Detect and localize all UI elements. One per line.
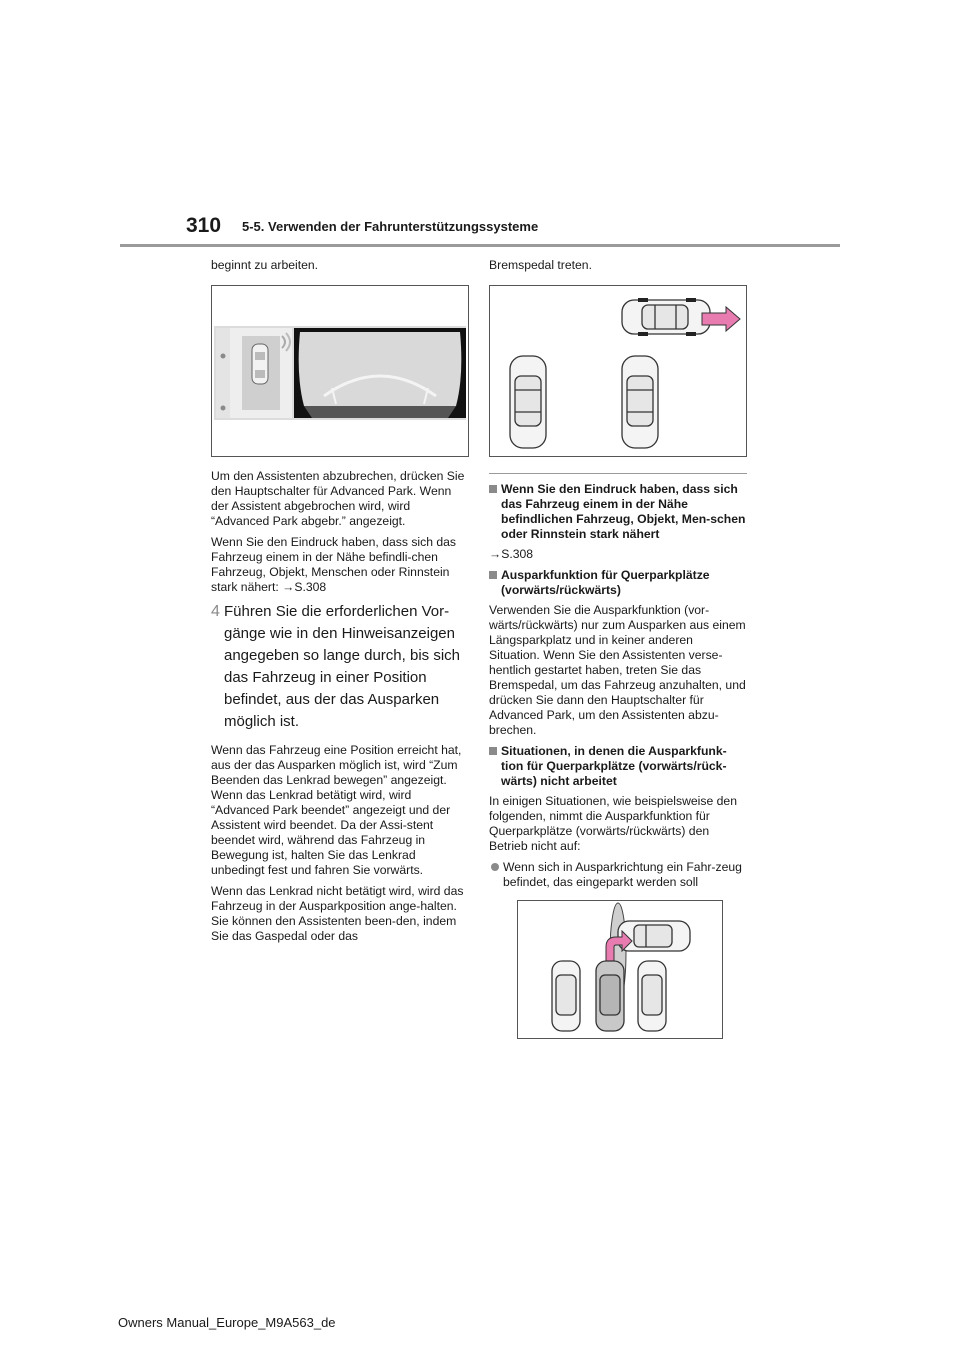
page-number: 310 (186, 214, 222, 237)
heading-exit-function-text: Ausparkfunktion für Querparkplätze (vorwärts/rückwärts) (501, 568, 710, 597)
blocked-exit-illustration (517, 900, 723, 1039)
step-number: 4 (211, 603, 220, 620)
round-bullet-icon (491, 863, 499, 871)
right-intro: Bremspedal treten. (489, 258, 592, 272)
square-bullet-icon (489, 571, 497, 579)
end-position-paragraph: Wenn das Fahrzeug eine Position erreicht hat, aus der das Ausparken möglich ist, wird “Zum Beenden das Lenkrad bewegen” angezeigt. Wenn das Lenkrad betätigt wird, wird “Advanced Park beendet” angezeigt und der Assistent wird beendet. Da der Assi-stent beendet wird, während das Fahrzeug in Bewegung ist, halten Sie das Lenkrad unbedingt fest und fahren Sie vorwärts. (211, 743, 462, 877)
header-rule (120, 244, 840, 247)
square-bullet-icon (489, 747, 497, 755)
heading-not-working-text: Situationen, in denen die Ausparkfunk-tion für Querparkplätze (vorwärts/rück-wärts) nicht arbeitet (501, 744, 727, 788)
footer-document-id: Owners Manual_Europe_M9A563_de (118, 1315, 336, 1330)
heading-not-working (489, 744, 747, 789)
heading-exit-function (489, 568, 747, 598)
square-bullet-icon (489, 485, 497, 493)
left-intro: beginnt zu arbeiten. (211, 258, 319, 272)
stop-paragraph: Wenn das Lenkrad nicht betätigt wird, wird das Fahrzeug in der Ausparkposition ange-halten. Sie können den Assistenten been-den, indem Sie das Gaspedal oder das (211, 884, 464, 943)
section-title: 5-5. Verwenden der Fahrunterstützungssysteme (242, 219, 539, 234)
page-reference: →S.308 (489, 547, 534, 561)
situations-paragraph: In einigen Situationen, wie beispielsweise den folgenden, nimmt die Ausparkfunktion für Querparkplätze (vorwärts/rückwärts) den Betrieb nicht auf: (489, 794, 737, 853)
exit-function-paragraph: Verwenden Sie die Ausparkfunktion (vor-wärts/rückwärts) nur zum Ausparken aus einem Längsparkplatz und in keiner anderen Situation. Wenn Sie den Assistenten verse-hentlich gestartet haben, treten Sie das Bremspedal, um das Fahrzeug anzuhalten, und drücken Sie dann den Hauptschalter für Advanced Park, um den Assistenten abzu-brechen. (489, 603, 746, 737)
list-item (489, 860, 747, 890)
step-text: Führen Sie die erforderlichen Vor-gänge wie in den Hinweisanzeigen angegeben so lange durch, bis sich das Fahrzeug in einer Position befindet, aus der das Ausparken möglich ist. (224, 603, 461, 730)
heading-proximity (489, 482, 747, 542)
proximity-paragraph: Wenn Sie den Eindruck haben, dass sich das Fahrzeug einem in der Nähe befindli-chen Fahrzeug, Objekt, Menschen oder Rinnstein stark nähert: →S.308 (211, 535, 457, 594)
left-column (211, 258, 469, 950)
cancel-paragraph: Um den Assistenten abzubrechen, drücken Sie den Hauptschalter für Advanced Park. Wenn der Assistent abgebrochen wird, wird “Advanced Park abgebr.” angezeigt. (211, 469, 465, 528)
parallel-exit-illustration (489, 285, 747, 457)
list-item-text: Wenn sich in Ausparkrichtung ein Fahr-zeug befindet, das eingeparkt werden soll (503, 860, 742, 889)
right-column (489, 258, 747, 1039)
heading-proximity-text: Wenn Sie den Eindruck haben, dass sich das Fahrzeug einem in der Nähe befindlichen Fahrzeug, Objekt, Men-schen oder Rinnstein stark nähert (501, 482, 746, 541)
step-4 (211, 601, 469, 733)
parking-display-illustration (211, 285, 469, 457)
section-divider (489, 473, 747, 474)
